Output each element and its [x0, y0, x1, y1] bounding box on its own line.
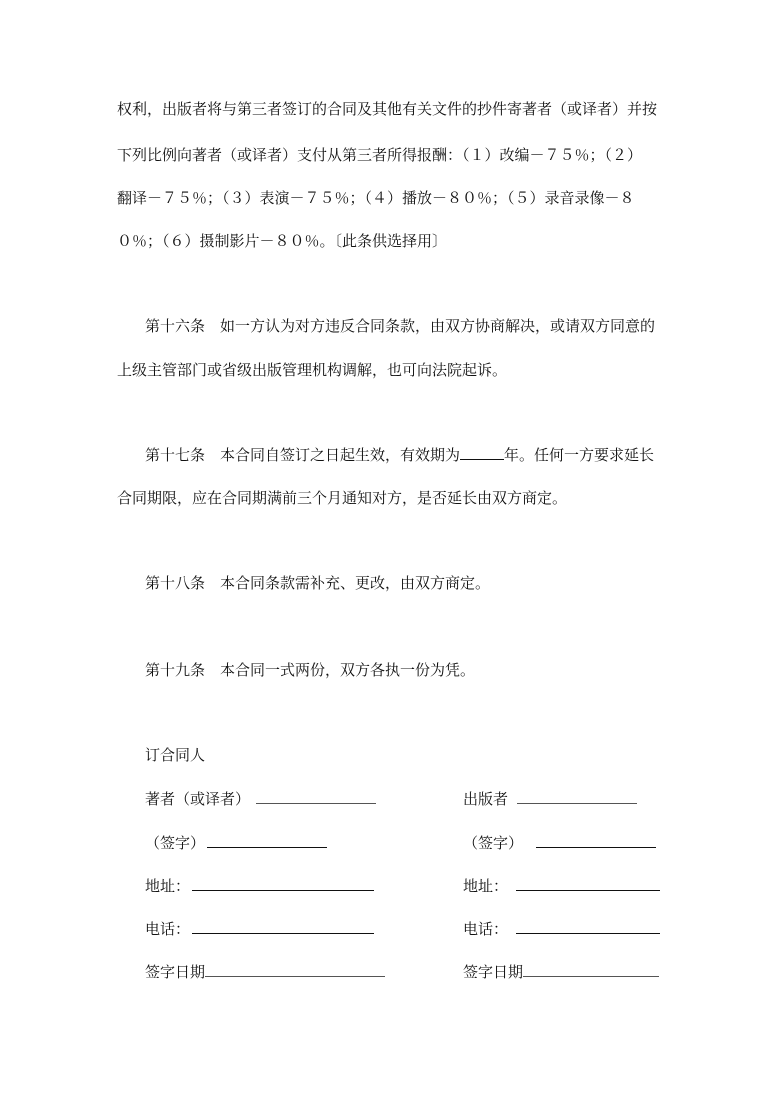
publisher-date-label: 签字日期: [463, 963, 524, 981]
author-label: 著者（或译者）: [145, 790, 251, 808]
signatories-heading: 订合同人: [145, 746, 206, 764]
article-17-text-after: 年。任何一方要求延长: [504, 446, 655, 464]
publisher-address-field: [463, 876, 660, 896]
author-blank[interactable]: [256, 789, 376, 804]
author-phone-field: [145, 919, 374, 939]
author-date-label: 签字日期: [145, 963, 206, 981]
article-18-line: 第十八条 本合同条款需补充、更改，由双方商定。: [145, 574, 491, 592]
publisher-address-blank[interactable]: [516, 876, 660, 891]
article-17-text-before: 第十七条 本合同自签订之日起生效，有效期为: [145, 446, 461, 464]
author-phone-label: 电话：: [145, 920, 191, 938]
author-phone-blank[interactable]: [192, 919, 374, 934]
publisher-field: [463, 789, 637, 809]
publisher-signature-blank[interactable]: [536, 833, 656, 848]
publisher-phone-field: [463, 919, 660, 939]
author-date-blank[interactable]: [205, 962, 385, 977]
publisher-label: 出版者: [463, 790, 509, 808]
author-address-label: 地址：: [145, 877, 191, 895]
paragraph-line: 权利，出版者将与第三者签订的合同及其他有关文件的抄件寄著者（或译者）并按: [117, 100, 658, 118]
publisher-signature-label: （签字）: [463, 834, 524, 852]
author-address-field: [145, 876, 374, 896]
paragraph-line: 下列比例向著者（或译者）支付从第三者所得报酬：（１）改编－７５％；（２）: [117, 146, 643, 164]
publisher-phone-blank[interactable]: [516, 919, 660, 934]
article-17-line: [145, 445, 654, 465]
publisher-date-blank[interactable]: [523, 962, 659, 977]
article-16-line: 上级主管部门或省级出版管理机构调解，也可向法院起诉。: [117, 361, 508, 379]
author-signature-blank[interactable]: [207, 833, 327, 848]
publisher-address-label: 地址：: [463, 877, 509, 895]
publisher-phone-label: 电话：: [463, 920, 509, 938]
paragraph-line: ０％；（６）摄制影片－８０％。〔此条供选择用〕: [117, 232, 448, 250]
article-16-line: 第十六条 如一方认为对方违反合同条款，由双方协商解决，或请双方同意的: [145, 317, 656, 335]
author-signature-field: [145, 833, 327, 853]
author-signature-label: （签字）: [145, 834, 206, 852]
author-date-field: [145, 962, 385, 982]
author-address-blank[interactable]: [192, 876, 374, 891]
publisher-signature-field: [463, 833, 656, 853]
author-field: [145, 789, 376, 809]
article-17-line: 合同期限，应在合同期满前三个月通知对方，是否延长由双方商定。: [117, 489, 568, 507]
publisher-blank[interactable]: [517, 789, 637, 804]
paragraph-line: 翻译－７５％；（３）表演－７５％；（４）播放－８０％；（５）录音录像－８: [117, 189, 635, 207]
article-19-line: 第十九条 本合同一式两份，双方各执一份为凭。: [145, 661, 476, 679]
validity-years-blank[interactable]: [460, 445, 504, 460]
publisher-date-field: [463, 962, 659, 982]
